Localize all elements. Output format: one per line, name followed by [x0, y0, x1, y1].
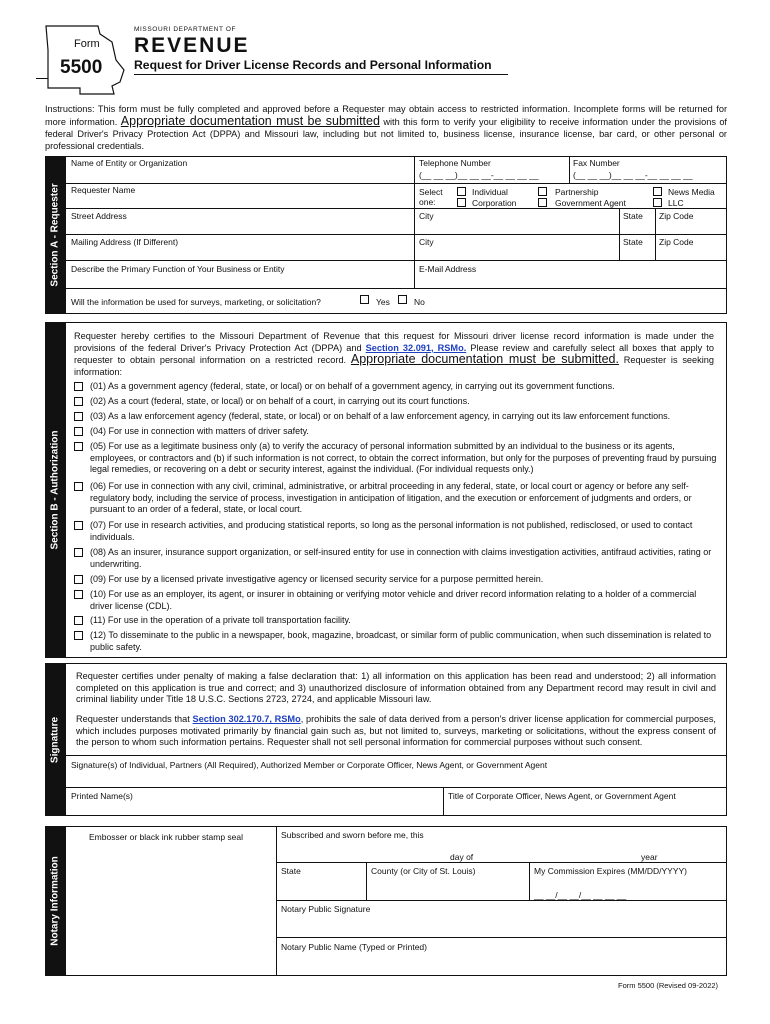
state-field[interactable]: State: [623, 211, 643, 221]
item-01-checkbox[interactable]: [74, 382, 83, 391]
notary-sidebar: Notary Information: [45, 826, 65, 976]
zip-code-field[interactable]: Zip Code: [659, 211, 694, 221]
fax-field[interactable]: Fax Number: [573, 158, 620, 168]
commission-date-mask: __ __/__ __/__ __ __ __: [534, 890, 627, 900]
survey-yes-label: Yes: [376, 297, 390, 307]
authorization-item-07: (07) For use in research activities, and producing statistical reports, so long as the personal information is not published, redisclosed, or used to contact individuals.: [74, 520, 719, 543]
authorization-item-11: (11) For use in the operation of a private toll transportation facility.: [74, 615, 719, 627]
instructions: Instructions: This form must be fully completed and approved before a Requester may obtain access to restricted information. Incomplete forms will be returned for more information. Appropriate documentation must be submitted with this form to verify your eligibility to receive information under the provisions of federal Driver's Privacy Protection Act (DPPA) and Missouri law, including but not limited to, business license, insurance license, bar card, or other personal or professional credentials.: [45, 104, 727, 151]
entity-name-field[interactable]: Name of Entity or Organization: [71, 158, 188, 168]
requester-signature-field[interactable]: Signature(s) of Individual, Partners (All Required), Authorized Member or Corporate Officer, News Agent, or Government Agent: [71, 760, 548, 770]
item-02-checkbox[interactable]: [74, 397, 83, 406]
survey-question: Will the information be used for surveys, marketing, or solicitation?: [71, 297, 321, 307]
item-07-checkbox[interactable]: [74, 521, 83, 530]
partnership-checkbox[interactable]: [538, 187, 547, 196]
news-media-checkbox[interactable]: [653, 187, 662, 196]
form-number: 5500: [60, 57, 103, 78]
llc-label: LLC: [668, 198, 684, 208]
seal-area: Embosser or black ink rubber stamp seal: [89, 832, 244, 842]
authorization-documentation-note: Appropriate documentation must be submitted.: [350, 352, 619, 366]
item-12-checkbox[interactable]: [74, 631, 83, 640]
year-label[interactable]: year: [641, 852, 658, 862]
survey-yes-checkbox[interactable]: [360, 295, 369, 304]
corporation-checkbox[interactable]: [457, 198, 466, 207]
section-b-sidebar: Section B - Authorization: [45, 322, 65, 658]
sworn-statement: Subscribed and sworn before me, this: [281, 830, 424, 840]
item-05-checkbox[interactable]: [74, 442, 83, 451]
form-title: Request for Driver License Records and Personal Information: [134, 58, 492, 72]
day-of-label[interactable]: day of: [450, 852, 474, 862]
mailing-zip-field[interactable]: Zip Code: [659, 237, 694, 247]
section-302-170-7-link[interactable]: Section 302.170.7, RSMo: [192, 714, 301, 724]
government-agent-label: Government Agent: [555, 198, 626, 208]
mailing-address-field[interactable]: Mailing Address (If Different): [71, 237, 179, 247]
city-field[interactable]: City: [419, 211, 434, 221]
notary-form: [65, 826, 727, 976]
authorization-intro: Requester hereby certifies to the Missouri Department of Revenue that this request for Missouri driver license record information is made under the provisions of the federal Driver's Privacy Protection Act (DPPA) and Section 32.091, RSMo. Please review and carefully select all boxes that apply to requester to obtain personal information on a restricted record. Appropriate documentation must be submitted. Requester is seeking information:: [74, 331, 714, 377]
fax-mask: (__ __ __)__ __ __-__ __ __ __: [573, 170, 693, 180]
corporation-label: Corporation: [472, 198, 517, 208]
authorization-item-04: (04) For use in connection with matters of driver safety.: [74, 426, 719, 438]
item-09-checkbox[interactable]: [74, 575, 83, 584]
telephone-mask: (__ __ __)__ __ __-__ __ __ __: [419, 170, 539, 180]
notary-signature-field[interactable]: Notary Public Signature: [281, 904, 371, 914]
news-media-label: News Media: [668, 187, 715, 197]
item-11-checkbox[interactable]: [74, 616, 83, 625]
item-06-checkbox[interactable]: [74, 482, 83, 491]
authorization-item-08: (08) As an insurer, insurance support organization, or self-insured entity for use in connection with claims investigation activities, antifraud activities, rating or underwriting.: [74, 547, 719, 570]
government-agent-checkbox[interactable]: [538, 198, 547, 207]
authorization-item-12: (12) To disseminate to the public in a newspaper, book, magazine, broadcast, or similar form of public communication, when such dissemination is related to public safety.: [74, 630, 719, 653]
form-revision: Form 5500 (Revised 09-2022): [618, 981, 719, 990]
survey-no-label: No: [414, 297, 425, 307]
certification-text: Requester certifies under penalty of making a false declaration that: 1) all information on this application has been read and understood; 2) all information completed on this application is true and correct; and 3) unauthorized disclosure of information obtained from any Department record may result in civil and criminal liability under Title 18 U.S.C. Sections 2723, 2724, and applicable Missouri law.: [76, 671, 716, 704]
requester-name-field[interactable]: Requester Name: [71, 185, 136, 195]
survey-no-checkbox[interactable]: [398, 295, 407, 304]
documentation-note: Appropriate documentation must be submitted: [120, 114, 380, 128]
revenue-logo: REVENUE: [134, 34, 250, 57]
individual-checkbox[interactable]: [457, 187, 466, 196]
item-10-checkbox[interactable]: [74, 590, 83, 599]
officer-title-field[interactable]: Title of Corporate Officer, News Agent, or Government Agent: [448, 791, 676, 801]
authorization-item-05: (05) For use as a legitimate business only (a) to verify the accuracy of personal information submitted by an individual to the business or its agents, employees, or contractors and (b) if such information is not correct, to obtain the correct information, but only for the purposes of preventing fraud by pursuing legal remedies, or recovering on a debt or security interest, against the individual. (For individual requests only.): [74, 441, 719, 476]
item-03-checkbox[interactable]: [74, 412, 83, 421]
form-label: Form: [74, 38, 100, 50]
select-one-label: Select one:: [419, 187, 443, 207]
mailing-city-field[interactable]: City: [419, 237, 434, 247]
authorization-item-02: (02) As a court (federal, state, or local) or on behalf of a court, in carrying out its court functions.: [74, 396, 719, 408]
business-function-field[interactable]: Describe the Primary Function of Your Business or Entity: [71, 264, 285, 274]
section-a-sidebar: Section A - Requester: [45, 156, 65, 314]
individual-label: Individual: [472, 187, 508, 197]
notary-name-field[interactable]: Notary Public Name (Typed or Printed): [281, 942, 427, 952]
commission-expires-field[interactable]: My Commission Expires (MM/DD/YYYY): [534, 866, 688, 876]
partnership-label: Partnership: [555, 187, 599, 197]
item-08-checkbox[interactable]: [74, 548, 83, 557]
section-32-091-link[interactable]: Section 32.091, RSMo.: [365, 342, 467, 353]
signature-sidebar: Signature: [45, 663, 65, 816]
mailing-state-field[interactable]: State: [623, 237, 643, 247]
llc-checkbox[interactable]: [653, 198, 662, 207]
notary-county-field[interactable]: County (or City of St. Louis): [371, 866, 476, 876]
authorization-item-10: (10) For use as an employer, its agent, or insurer in obtaining or verifying motor vehicle and driver record information relating to a holder of a commercial driver license (CDL).: [74, 589, 719, 612]
authorization-item-01: (01) As a government agency (federal, state, or local) or on behalf of a government agency, in carrying out its government functions.: [74, 381, 719, 393]
email-field[interactable]: E-Mail Address: [419, 264, 477, 274]
item-04-checkbox[interactable]: [74, 427, 83, 436]
authorization-item-06: (06) For use in connection with any civil, criminal, administrative, or arbitral proceeding in any federal, state, or local court or agency or before any self-regulatory body, including the service of process, investigation in anticipation of litigation, and the execution or enforcement of judgments and orders, or pursuant to an order of a federal, state, or local court.: [74, 481, 719, 516]
department-label: MISSOURI DEPARTMENT OF: [134, 26, 237, 33]
authorization-item-09: (09) For use by a licensed private investigative agency or licensed security service for a purpose permitted herein.: [74, 574, 719, 586]
printed-names-field[interactable]: Printed Name(s): [71, 791, 133, 801]
street-address-field[interactable]: Street Address: [71, 211, 127, 221]
data-sale-notice: Requester understands that Section 302.170.7, RSMo, prohibits the sale of data derived from a person's driver license application for commercial purposes, which includes purposes motivated primarily by financial gain such as, but not limited to, surveys, marketing or solicitations, without the express consent of the person to whom such information pertains. Requester shall not sell personal information for commercial purposes without such consent.: [76, 714, 716, 747]
authorization-item-03: (03) As a law enforcement agency (federal, state, or local) or on behalf of a law enforcement agency, in carrying out its law enforcement functions.: [74, 411, 719, 423]
notary-state-field[interactable]: State: [281, 866, 301, 876]
telephone-field[interactable]: Telephone Number: [419, 158, 491, 168]
